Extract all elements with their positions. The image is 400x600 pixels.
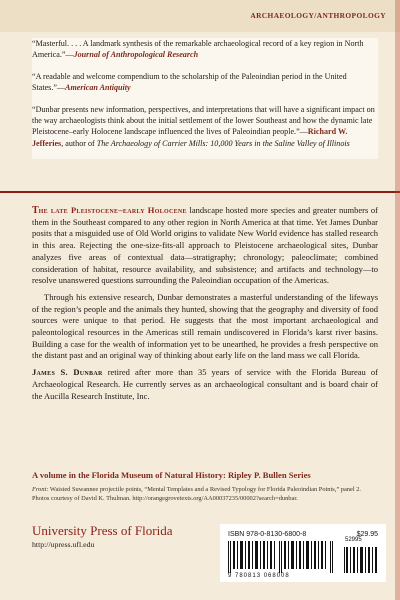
publisher-name: University Press of Florida — [32, 523, 173, 538]
description-paragraph — [32, 205, 378, 287]
description-text: landscape hosted more species and greater numbers of them in the Southeast compared to any other region in North America at that time. Yet James Dunbar posits that a misguided use of Old World origins to validate New World evidence has stalled research in this area. Rejecting the one-size-fits-all approach to Pleistocene archaeological sites, Dunbar analyzes five areas of contextual data—stratigraphy; chronology; paleoclimate; combined consideration of habitat, resource availability, and subsistence; and artifacts and technology—to resolve unanswered questions surrounding the Paleoindian occupation of the Americas. — [32, 205, 378, 286]
book-description — [32, 205, 378, 407]
review-source: American Antiquity — [65, 83, 131, 93]
reviews-block — [32, 38, 378, 159]
reviewer-book-title: The Archaeology of Carrier Mills: 10,000 Years in the Saline Valley of Illinois — [96, 138, 350, 148]
reviewer-name: Richard W. Jefferies — [32, 127, 348, 148]
lead-in-text: he late Pleistocene–early Holocene — [38, 205, 187, 215]
price-text: $29.95 — [356, 531, 378, 538]
review-text: “Dunbar presents new information, perspectives, and interpretations that will have a significant impact on the way archaeologists think about the initial settlement of the lower Southeast and how the dynamic late Pleistocene–early Holocene landscape influenced the lives of Paleoindian people.”— — [32, 104, 375, 137]
review-text: “Masterful. . . . A landmark synthesis of the remarkable archaeological record of a key region in North America.”— — [32, 39, 364, 60]
ean-barcode-icon — [226, 541, 338, 573]
cover-credit — [32, 486, 378, 503]
category-label: ARCHAEOLOGY/ANTHROPOLOGY — [250, 11, 386, 20]
drop-cap: T — [32, 205, 39, 216]
addon-barcode-icon — [343, 541, 379, 573]
reviewer-affiliation: , author of — [61, 138, 97, 148]
barcode-panel — [220, 524, 386, 582]
author-bio — [32, 367, 378, 402]
series-note: A volume in the Florida Museum of Natural History: Ripley P. Bullen Series — [32, 470, 311, 480]
review-text: “A readable and welcome compendium to the scholarship of the Paleoindian period in the United States.”— — [32, 71, 347, 93]
isbn-text: ISBN 978-0-8130-6800-8 — [228, 531, 307, 538]
credit-label: Front: — [32, 486, 49, 493]
addon-digits: 52995 — [345, 537, 362, 543]
publisher-url[interactable]: http://upress.ufl.edu — [32, 540, 95, 549]
review-quote — [32, 71, 378, 94]
credit-text: Waisted Suwannee projectile points, “Mental Templates and a Revised Typology for Florida Paleoindian Points,” panel 2. Photos courtesy of David K. Thulman. http://orangegrovetexts.org/AA00037235/00002?search=dunbar. — [32, 486, 362, 502]
review-quote — [32, 38, 378, 61]
description-paragraph: Through his extensive research, Dunbar demonstrates a masterful understanding of the lifeways of the region’s people and the animals they hunted, showing that the geography and diversity of food sources were unique to that period. He suggests that the most important archaeological and paleontological resources in the Americas still remain undiscovered in Florida’s karst river basins. Building a case for the wealth of information yet to be unearthed, he provides a fresh perspective on the distant past and an original way of thinking about early life on the land mass we call Florida. — [32, 291, 378, 361]
spine-edge — [395, 0, 400, 600]
author-bio-text: retired after more than 35 years of service with the Florida Bureau of Archaeological Research. He currently serves as an archaeological consultant and is board chair of the Aucilla Research Institute, Inc. — [32, 367, 378, 401]
review-quote — [32, 104, 378, 150]
review-source: Journal of Anthropological Research — [73, 50, 199, 60]
ean-digits: 9 780813 068008 — [228, 573, 290, 579]
section-divider — [0, 191, 400, 193]
author-name: James S. Dunbar — [32, 367, 103, 378]
